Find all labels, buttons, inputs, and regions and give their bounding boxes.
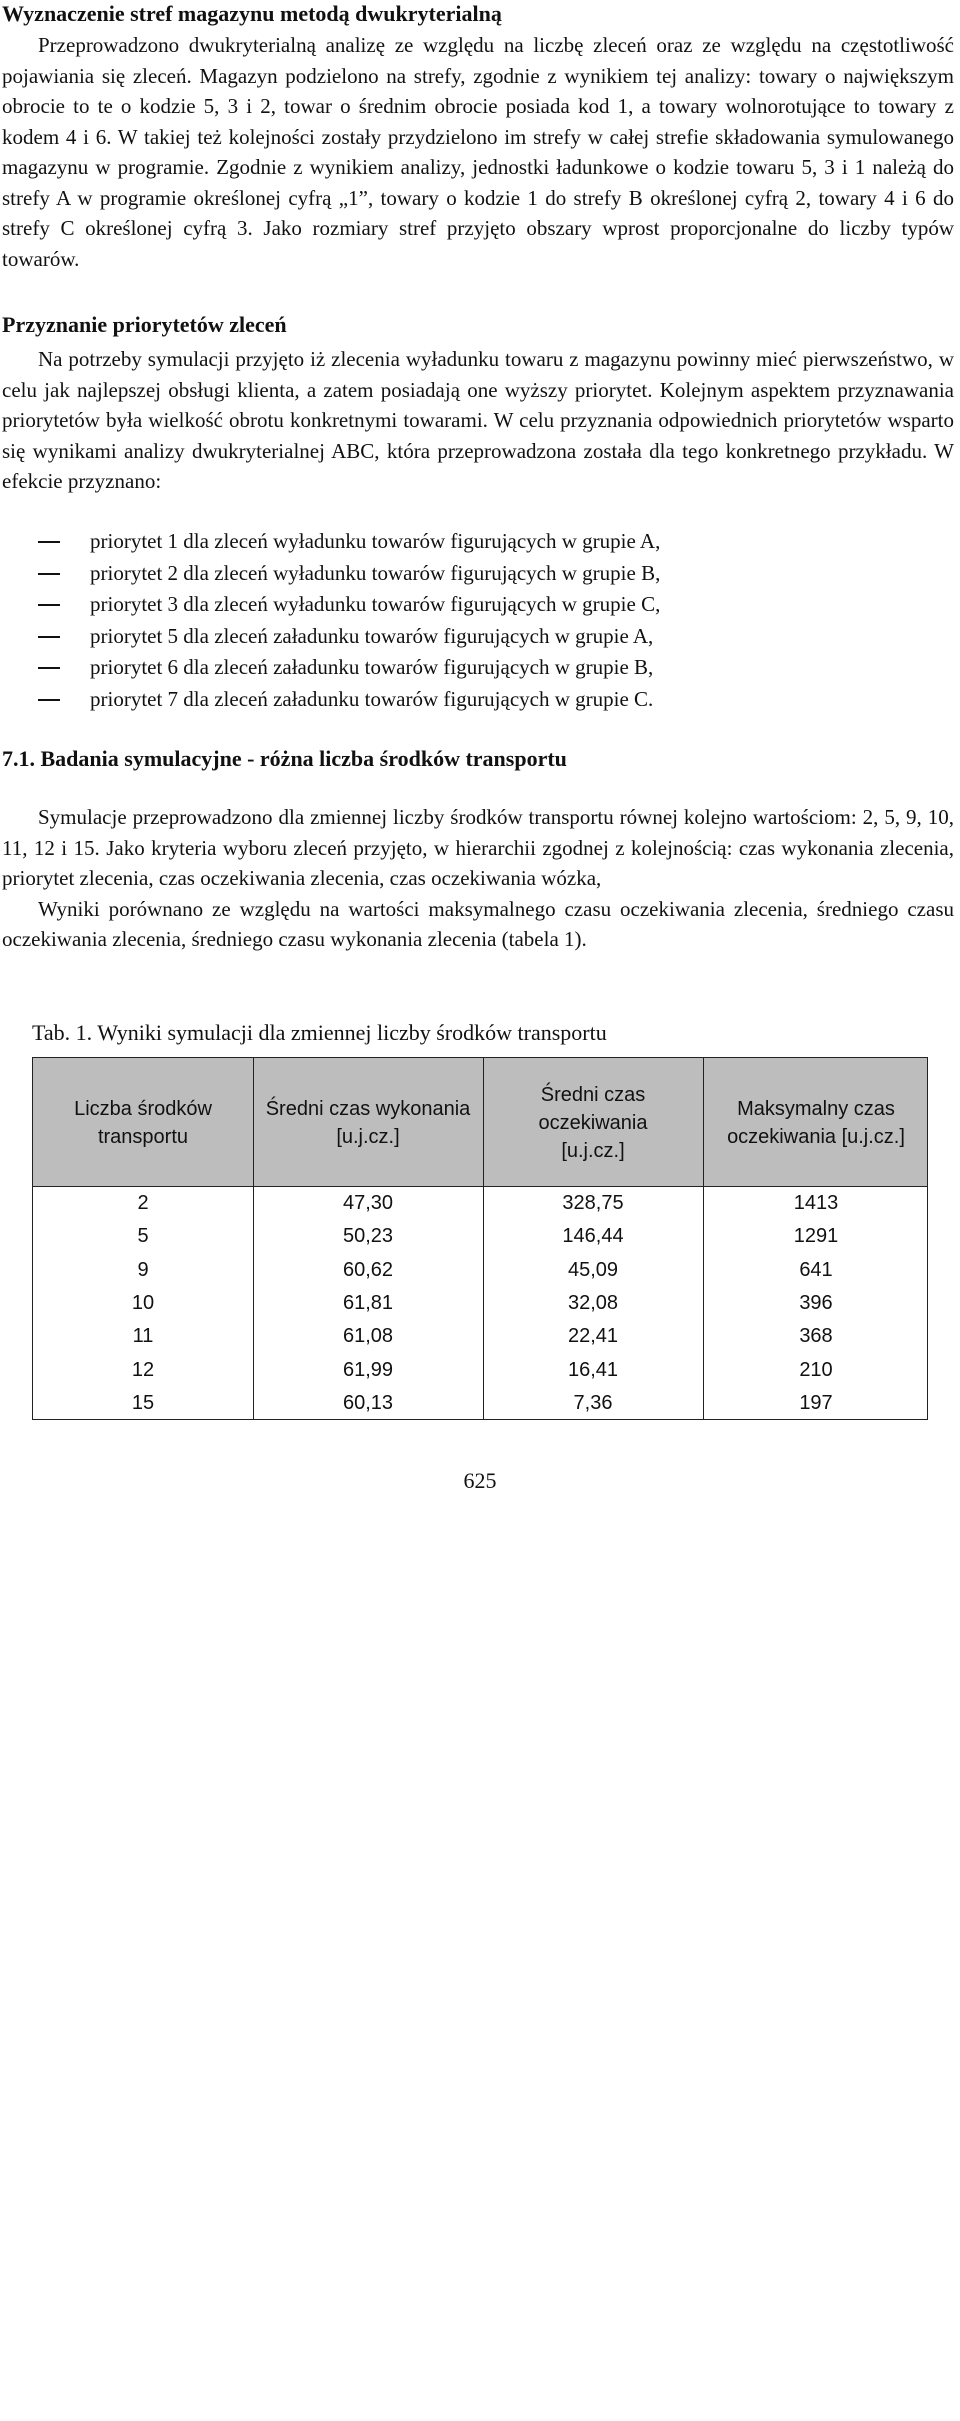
table-cell: 10 <box>131 1291 155 1314</box>
section-heading-simulation: 7.1. Badania symulacyjne - różna liczba środków transportu <box>2 746 567 771</box>
header-cell-max-wait: Maksymalny czas oczekiwania [u.j.cz.] <box>727 1098 905 1148</box>
results-table <box>32 1057 928 2421</box>
table-cell: 15 <box>131 1391 155 1414</box>
table-caption: Tab. 1. Wyniki symulacji dla zmiennej liczby środków transportu <box>32 1020 607 1045</box>
header-cell-avg-wait: Średni czas oczekiwania [u.j.cz.] <box>538 1084 648 1162</box>
dash-bullet <box>38 541 60 543</box>
table-header <box>32 1057 928 1187</box>
table-cell: 146,44 <box>562 1225 624 1248</box>
table-cell: 50,23 <box>342 1225 394 1248</box>
table-cell: 396 <box>799 1291 833 1314</box>
column-divider <box>253 1058 254 1188</box>
table-cell: 1291 <box>793 1225 839 1248</box>
table-cell: 47,30 <box>342 1192 394 1214</box>
table-cell: 61,99 <box>342 1358 394 1381</box>
table-cell: 1413 <box>793 1192 839 1214</box>
header-cell-transport-count: Liczba środków transportu <box>74 1098 212 1148</box>
paragraph-zones <box>2 30 954 274</box>
table-cell: 368 <box>799 1325 833 1348</box>
table-cell: 7,36 <box>573 1391 613 1414</box>
paragraph-priorities-text: Na potrzeby symulacji przyjęto iż zlecenia wyładunku towaru z magazynu powinny mieć pierwszeństwo, w celu jak najlepszej obsługi klienta, a zatem posiadają one wyższy priorytet. Kolejnym aspektem przyznawania priorytetów była wielkość obrotu konkretnymi towarami. W celu przyznania odpowiednich priorytetów wsparto się wynikami analizy dwukryterialnej ABC, która przeprowadzona została dla tego konkretnego przykładu. W efekcie przyznano: <box>2 347 954 493</box>
table-cell: 210 <box>799 1358 833 1381</box>
paragraph-simulation-1: Symulacje przeprowadzono dla zmiennej liczby środków transportu równej kolejno wartościom: 2, 5, 9, 10, 11, 12 i 15. Jako kryteria wyboru zleceń przyjęto, w hierarchii zgodnej z kolejnością: czas wykonania zlecenia, priorytet zlecenia, czas oczekiwania zlecenia, czas oczekiwania wózka, <box>2 805 954 890</box>
list-item: priorytet 2 dla zleceń wyładunku towarów figurujących w grupie B, <box>38 558 660 590</box>
table-cell: 2 <box>137 1192 149 1214</box>
dash-bullet <box>38 636 60 638</box>
table-cell: 11 <box>132 1325 154 1348</box>
table-cell: 60,13 <box>342 1391 394 1414</box>
table-cell: 22,41 <box>567 1325 619 1348</box>
column-divider <box>483 1058 484 1188</box>
section-heading-priorities: Przyznanie priorytetów zleceń <box>2 312 287 337</box>
table-cell: 12 <box>131 1358 155 1381</box>
table-cell: 61,81 <box>342 1291 394 1314</box>
dash-bullet <box>38 604 60 606</box>
list-item: priorytet 1 dla zleceń wyładunku towarów figurujących w grupie A, <box>38 526 660 558</box>
table-cell: 5 <box>137 1225 149 1248</box>
table-cell: 45,09 <box>567 1258 619 1281</box>
dash-bullet <box>38 667 60 669</box>
table-cell: 16,41 <box>567 1358 619 1381</box>
table-cell: 197 <box>799 1391 833 1414</box>
paragraph-priorities <box>2 344 954 497</box>
column-divider <box>703 1058 704 1188</box>
dash-bullet <box>38 573 60 575</box>
priority-list <box>38 526 660 715</box>
page-number: 625 <box>463 1468 497 1493</box>
table-cell: 641 <box>799 1258 833 1281</box>
table-cell: 61,08 <box>342 1325 394 1348</box>
simulation-paragraphs <box>2 802 954 955</box>
section-heading-zones: Wyznaczenie stref magazynu metodą dwukryterialną <box>2 1 502 26</box>
list-item: priorytet 5 dla zleceń załadunku towarów figurujących w grupie A, <box>38 621 660 653</box>
dash-bullet <box>38 699 60 701</box>
table-cell: 9 <box>137 1258 149 1281</box>
table-cell: 60,62 <box>342 1258 394 1281</box>
header-cell-avg-execution: Średni czas wykonania [u.j.cz.] <box>265 1098 471 1148</box>
table-cell: 32,08 <box>567 1291 619 1314</box>
paragraph-zones-text: Przeprowadzono dwukryterialną analizę ze względu na liczbę zleceń oraz ze względu na częstotliwość pojawiania się zleceń. Magazyn podzielono na strefy, zgodnie z wynikiem tej analizy: towary o największym obrocie to te o kodzie 5, 3 i 2, towar o średnim obrocie posiada kod 1, a towary wolnorotujące to towary z kodem 4 i 6. W takiej też kolejności zostały przydzielono im strefy w całej strefie składowania symulowanego magazynu w programie. Zgodnie z wynikiem analizy, jednostki ładunkowe o kodzie towaru 5, 3 i 1 należą do strefy A w programie określonej cyfrą „1”, towary o kodzie 1 do strefy B określonej cyfrą 2, towary 4 i 6 do strefy C określonej cyfrą 3. Jako rozmiary stref przyjęto obszary wprost proporcjonalne do liczby typów towarów. <box>2 33 954 271</box>
list-item: priorytet 7 dla zleceń załadunku towarów figurujących w grupie C. <box>38 684 660 716</box>
paragraph-simulation-2: Wyniki porównano ze względu na wartości maksymalnego czasu oczekiwania zlecenia, średniego czasu oczekiwania zlecenia, średniego czasu wykonania zlecenia (tabela 1). <box>2 896 954 951</box>
table-cell: 328,75 <box>562 1192 624 1214</box>
list-item: priorytet 3 dla zleceń wyładunku towarów figurujących w grupie C, <box>38 589 660 621</box>
list-item: priorytet 6 dla zleceń załadunku towarów figurujących w grupie B, <box>38 652 660 684</box>
table-body <box>32 1187 928 1420</box>
